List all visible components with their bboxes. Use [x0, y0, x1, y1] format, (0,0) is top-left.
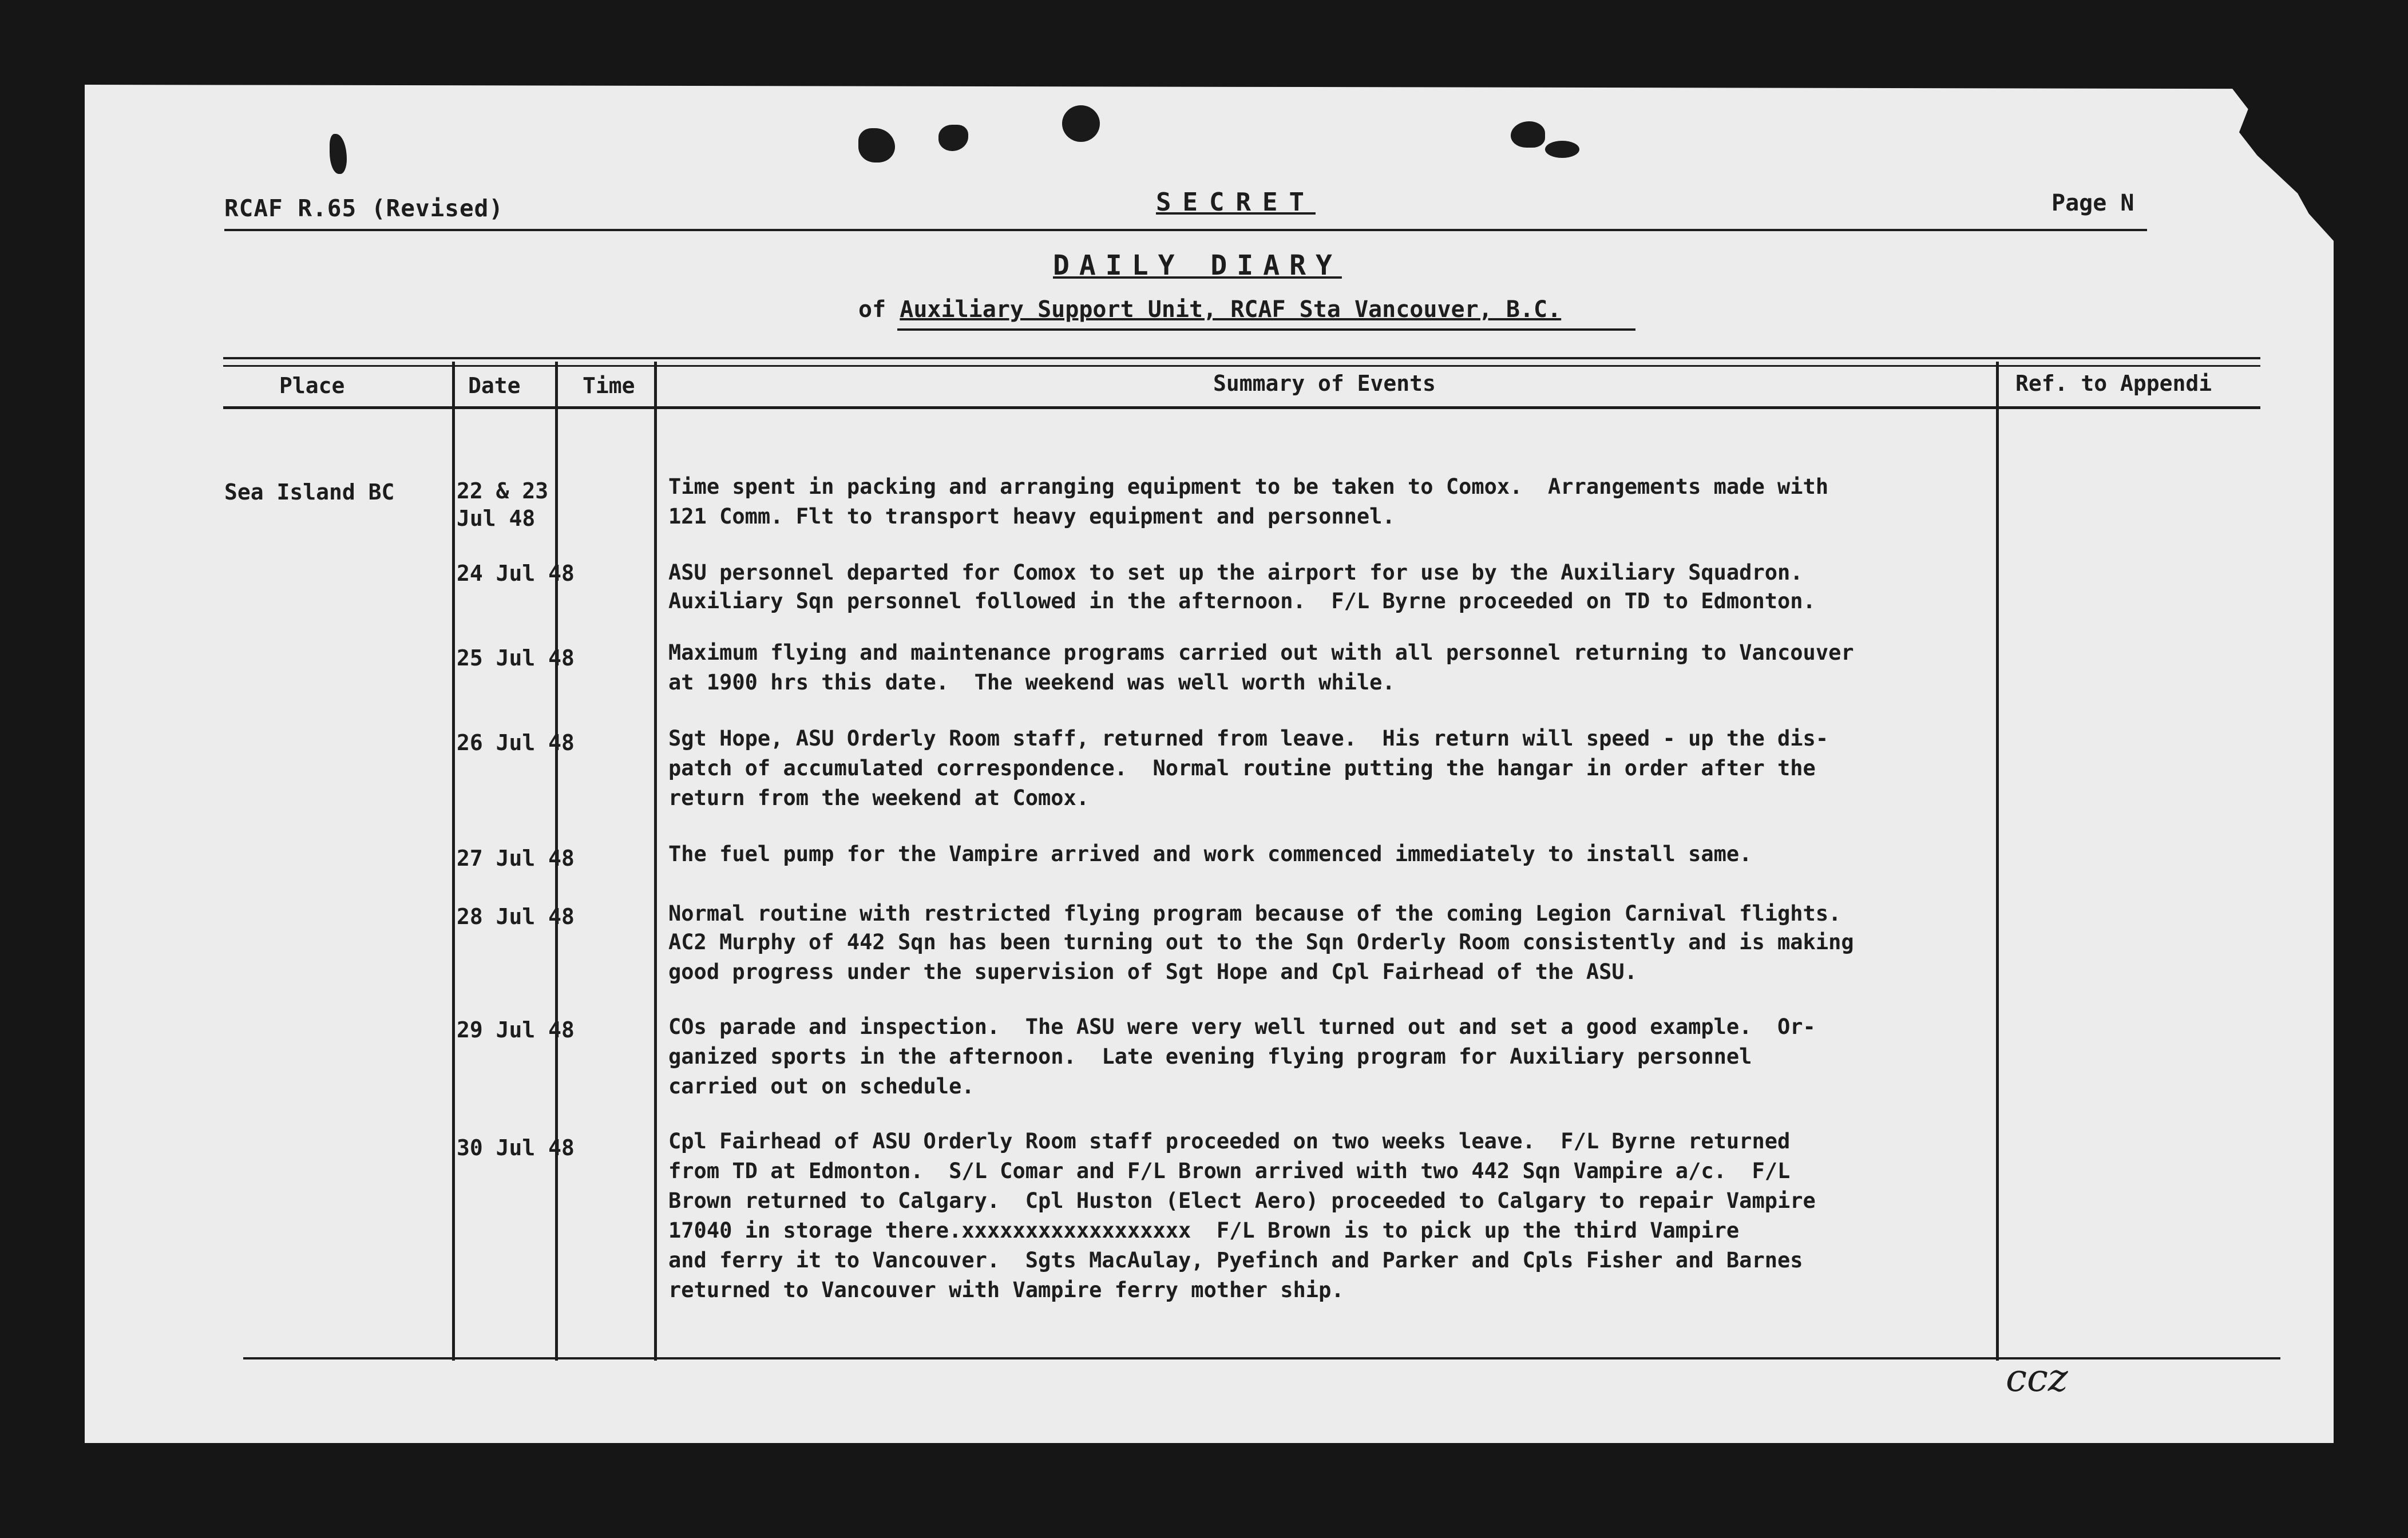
entry-summary: and ferry it to Vancouver. Sgts MacAulay, Pyefinch and Parker and Cpls Fisher and Barnes [668, 1248, 1803, 1273]
entry-summary: ganized sports in the afternoon. Late evening flying program for Auxiliary personnel [668, 1044, 1752, 1069]
entry-summary: The fuel pump for the Vampire arrived and work commenced immediately to install same. [668, 842, 1752, 866]
header-rule [224, 229, 2147, 231]
column-header-summary: Summary of Events [1213, 371, 1436, 396]
page-label: Page N [2051, 190, 2134, 216]
entry-date: 26 Jul 48 [457, 730, 575, 755]
page-title: DAILY DIARY [1053, 249, 1342, 282]
entry-summary: COs parade and inspection. The ASU were very well turned out and set a good example. Or- [668, 1014, 1816, 1039]
entry-summary: from TD at Edmonton. S/L Comar and F/L Brown arrived with two 442 Sqn Vampire a/c. F/L [668, 1159, 1791, 1183]
entry-summary: ASU personnel departed for Comox to set up the airport for use by the Auxiliary Squadron. [668, 560, 1803, 585]
column-header-time: Time [583, 373, 635, 398]
entry-summary: good progress under the supervision of Sgt Hope and Cpl Fairhead of the ASU. [668, 960, 1637, 984]
column-header-place: Place [279, 373, 345, 398]
entry-date: Jul 48 [457, 506, 536, 531]
entry-summary: returned to Vancouver with Vampire ferry mother ship. [668, 1278, 1344, 1302]
entry-summary: carried out on schedule. [668, 1074, 975, 1099]
entry-summary: Normal routine with restricted flying program because of the coming Legion Carnival flights. [668, 901, 1841, 926]
entry-date: 30 Jul 48 [457, 1135, 575, 1160]
entry-summary: Sgt Hope, ASU Orderly Room staff, returned from leave. His return will speed - up the dis- [668, 726, 1829, 751]
form-id: RCAF R.65 (Revised) [224, 195, 504, 222]
entry-summary: Cpl Fairhead of ASU Orderly Room staff proceeded on two weeks leave. F/L Byrne returned [668, 1129, 1791, 1154]
col-divider-place [452, 362, 455, 1361]
punch-hole-remnant [1511, 121, 1545, 148]
unit-line [858, 296, 1561, 323]
col-divider-summary [1996, 362, 1999, 1361]
entry-summary: 121 Comm. Flt to transport heavy equipment and personnel. [668, 504, 1395, 529]
entry-summary: Auxiliary Sqn personnel followed in the afternoon. F/L Byrne proceeded on TD to Edmonton. [668, 589, 1816, 613]
of-label: of [858, 296, 886, 323]
entry-date: 22 & 23 [457, 478, 549, 504]
entry-summary: AC2 Murphy of 442 Sqn has been turning out to the Sqn Orderly Room consistently and is making [668, 930, 1854, 954]
handwritten-margin-note: ccz [2006, 1356, 2068, 1400]
entry-date: 25 Jul 48 [457, 645, 575, 671]
entry-summary: 17040 in storage there.xxxxxxxxxxxxxxxxxx F/L Brown is to pick up the third Vampire [668, 1218, 1740, 1243]
unit-name: Auxiliary Support Unit, RCAF Sta Vancouver, B.C. [900, 296, 1562, 323]
punch-hole-remnant [1545, 141, 1579, 158]
unit-underline [897, 328, 1635, 331]
entry-date: 29 Jul 48 [457, 1017, 575, 1042]
column-header-ref: Ref. to Appendi [2015, 371, 2212, 396]
punch-hole [1062, 105, 1100, 142]
classification-marking: SECRET [1156, 188, 1316, 217]
column-header-date: Date [468, 373, 521, 398]
entry-summary: Brown returned to Calgary. Cpl Huston (Elect Aero) proceeded to Calgary to repair Vampire [668, 1188, 1816, 1213]
entry-date: 28 Jul 48 [457, 904, 575, 929]
table-top-rule-2 [223, 365, 2260, 367]
entry-summary: Maximum flying and maintenance programs carried out with all personnel returning to Vancouver [668, 640, 1854, 665]
entry-date: 24 Jul 48 [457, 561, 575, 586]
entry-date: 27 Jul 48 [457, 846, 575, 871]
entry-summary: patch of accumulated correspondence. Normal routine putting the hangar in order after the [668, 756, 1816, 780]
entry-summary: at 1900 hrs this date. The weekend was well worth while. [668, 670, 1395, 695]
entry-summary: Time spent in packing and arranging equipment to be taken to Comox. Arrangements made with [668, 474, 1829, 499]
table-header-rule [223, 406, 2260, 409]
table-top-rule [223, 357, 2260, 359]
entry-summary: return from the weekend at Comox. [668, 786, 1090, 810]
place-cell: Sea Island BC [224, 479, 395, 505]
table-bottom-rule [243, 1357, 2280, 1359]
col-divider-time [654, 362, 657, 1361]
